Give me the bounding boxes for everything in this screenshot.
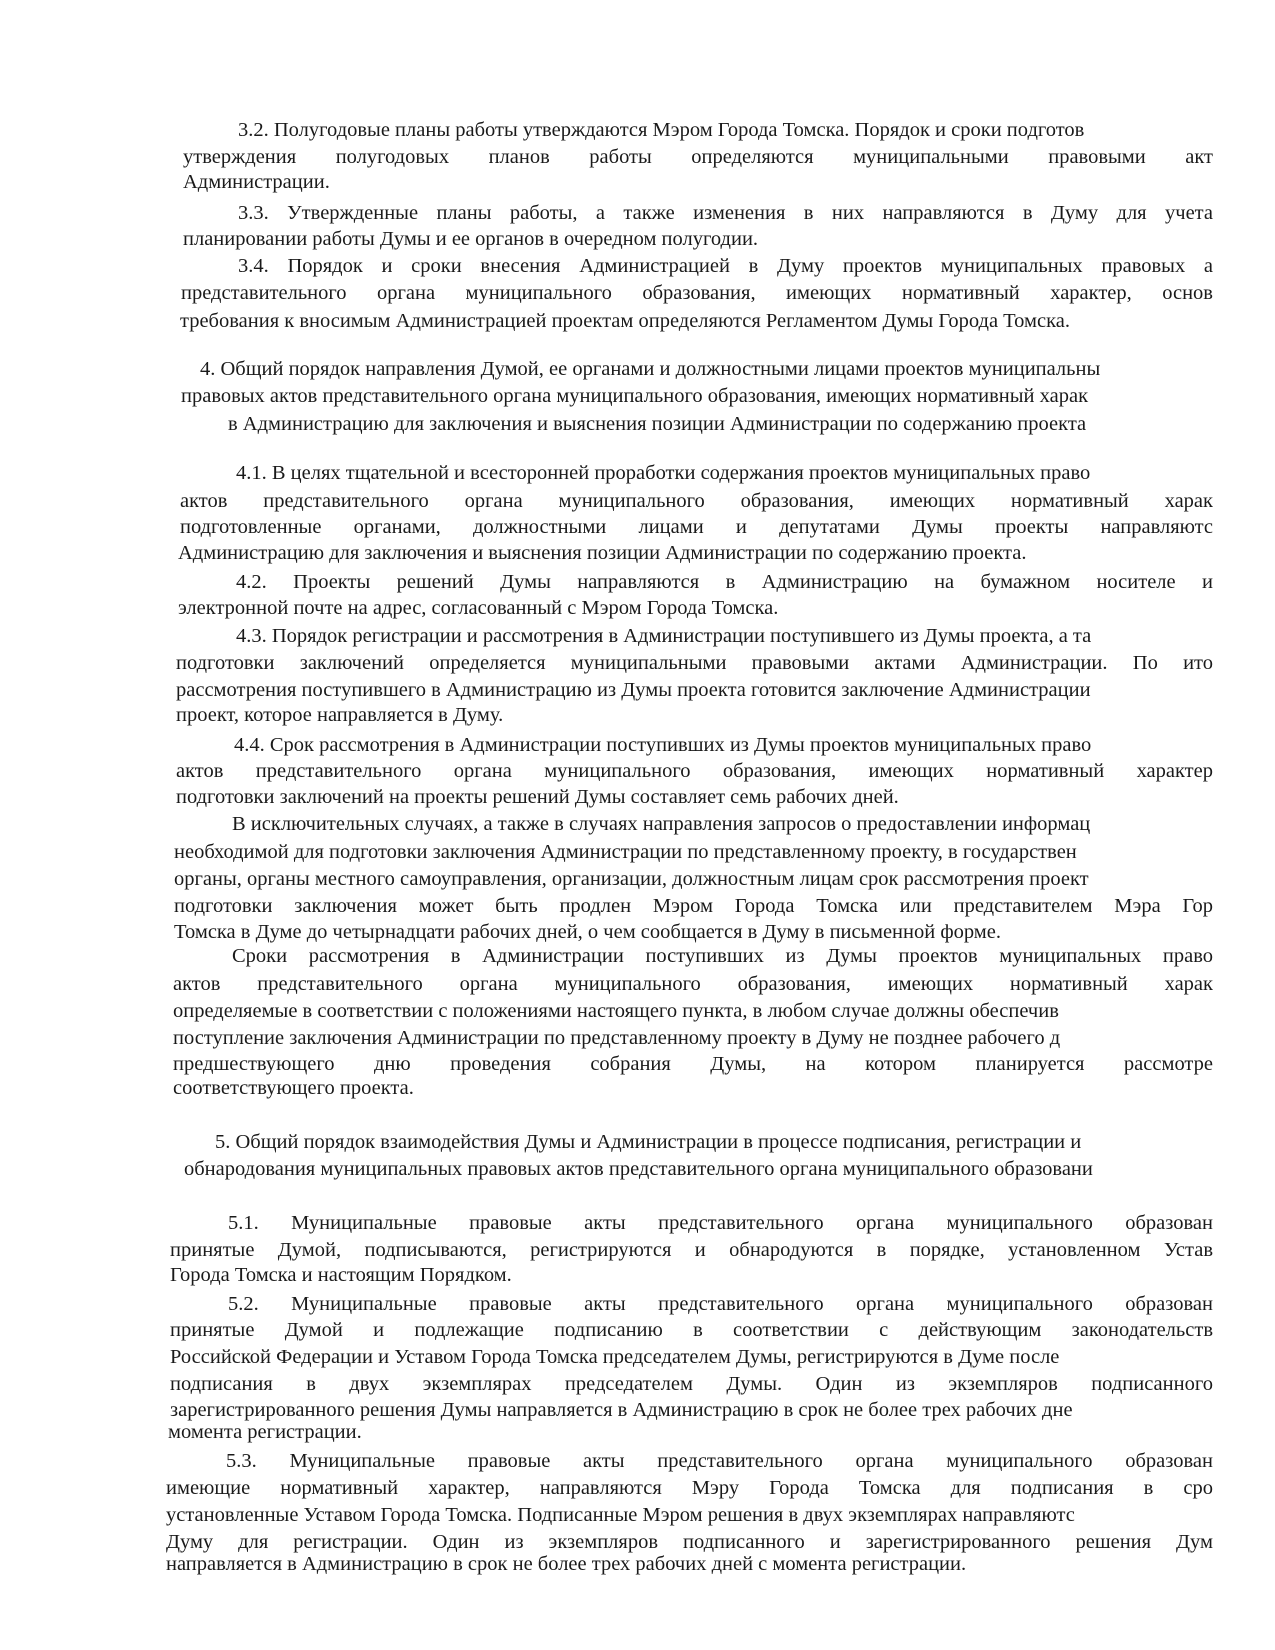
text-line: принятые Думой, подписываются, регистрируются и обнародуются в порядке, установленном Устав: [170, 1239, 1213, 1261]
text-line: подписания в двух экземплярах председателем Думы. Один из экземпляров подписанного: [170, 1373, 1213, 1395]
heading-line: 4. Общий порядок направления Думой, ее органами и должностными лицами проектов муниципальны: [200, 358, 1101, 380]
text-line: Томска в Думе до четырнадцати рабочих дней, о чем сообщается в Думу в письменной форме.: [174, 921, 1002, 943]
text-line: Администрации.: [183, 171, 330, 193]
text-line: подготовки заключений определяется муниципальными правовыми актами Администрации. По ито: [176, 652, 1213, 674]
text-line: поступление заключения Администрации по представленному проекту в Думу не позднее рабочего д: [173, 1027, 1061, 1049]
text-line: электронной почте на адрес, согласованный с Мэром Города Томска.: [178, 597, 779, 619]
text-line: 3.3. Утвержденные планы работы, а также изменения в них направляются в Думу для учета: [238, 202, 1213, 224]
text-line: 4.2. Проекты решений Думы направляются в Администрацию на бумажном носителе и: [236, 571, 1213, 593]
text-line: 3.4. Порядок и сроки внесения Администрацией в Думу проектов муниципальных правовых а: [238, 255, 1213, 277]
text-line: 5.2. Муниципальные правовые акты представительного органа муниципального образован: [228, 1293, 1213, 1315]
text-line: необходимой для подготовки заключения Администрации по представленному проекту, в государствен: [174, 841, 1077, 863]
text-line: имеющие нормативный характер, направляются Мэру Города Томска для подписания в сро: [166, 1477, 1213, 1499]
text-line: зарегистрированного решения Думы направляется в Администрацию в срок не более трех рабочих дне: [170, 1399, 1073, 1421]
text-line: 3.2. Полугодовые планы работы утверждаются Мэром Города Томска. Порядок и сроки подготов: [238, 119, 1085, 141]
text-line: представительного органа муниципального образования, имеющих нормативный характер, основ: [181, 282, 1213, 304]
text-line: Сроки рассмотрения в Администрации поступивших из Думы проектов муниципальных право: [232, 945, 1213, 967]
text-line: Города Томска и настоящим Порядком.: [170, 1264, 512, 1286]
text-line: 4.1. В целях тщательной и всесторонней проработки содержания проектов муниципальных право: [236, 462, 1091, 484]
text-line: В исключительных случаях, а также в случаях направления запросов о предоставлении информац: [232, 813, 1091, 835]
text-line: подготовки заключения может быть продлен Мэром Города Томска или представителем Мэра Гор: [174, 895, 1213, 917]
heading-line: правовых актов представительного органа муниципального образования, имеющих нормативный харак: [181, 385, 1089, 407]
text-line: момента регистрации.: [168, 1421, 362, 1443]
text-line: направляется в Администрацию в срок не более трех рабочих дней с момента регистрации.: [166, 1553, 967, 1575]
text-line: установленные Уставом Города Томска. Подписанные Мэром решения в двух экземплярах направляютс: [166, 1504, 1075, 1526]
text-line: предшествующего дню проведения собрания Думы, на котором планируется рассмотре: [173, 1053, 1213, 1075]
heading-line: обнародования муниципальных правовых актов представительного органа муниципального образовани: [184, 1158, 1093, 1180]
text-line: 4.4. Срок рассмотрения в Администрации поступивших из Думы проектов муниципальных право: [234, 734, 1092, 756]
text-line: требования к вносимым Администрацией проектам определяются Регламентом Думы Города Томска.: [180, 310, 1070, 332]
text-line: рассмотрения поступившего в Администрацию из Думы проекта готовится заключение Администрации: [176, 679, 1091, 701]
text-line: подготовки заключений на проекты решений Думы составляет семь рабочих дней.: [176, 786, 899, 808]
text-line: актов представительного органа муниципального образования, имеющих нормативный харак: [180, 490, 1213, 512]
text-line: определяемые в соответствии с положениями настоящего пункта, в любом случае должны обеспечив: [173, 1000, 1059, 1022]
text-line: 5.1. Муниципальные правовые акты представительного органа муниципального образован: [228, 1212, 1213, 1234]
text-line: Администрацию для заключения и выяснения позиции Администрации по содержанию проекта.: [178, 542, 1027, 564]
text-line: принятые Думой и подлежащие подписанию в соответствии с действующим законодательств: [170, 1319, 1213, 1341]
text-line: проект, которое направляется в Думу.: [176, 704, 504, 726]
heading-line: в Администрацию для заключения и выяснения позиции Администрации по содержанию проекта: [228, 413, 1087, 435]
text-line: органы, органы местного самоуправления, организации, должностным лицам срок рассмотрения проект: [174, 868, 1089, 890]
text-line: планировании работы Думы и ее органов в очередном полугодии.: [183, 228, 759, 250]
text-line: утверждения полугодовых планов работы определяются муниципальными правовыми акт: [183, 146, 1213, 168]
text-line: соответствующего проекта.: [173, 1077, 414, 1099]
heading-line: 5. Общий порядок взаимодействия Думы и Администрации в процессе подписания, регистрации и: [215, 1131, 1082, 1153]
text-line: актов представительного органа муниципального образования, имеющих нормативный харак: [173, 973, 1213, 995]
text-line: 4.3. Порядок регистрации и рассмотрения в Администрации поступившего из Думы проекта, а та: [236, 625, 1092, 647]
text-line: подготовленные органами, должностными лицами и депутатами Думы проекты направляютс: [180, 516, 1213, 538]
text-line: Думу для регистрации. Один из экземпляров подписанного и зарегистрированного решения Дум: [166, 1531, 1213, 1553]
text-line: 5.3. Муниципальные правовые акты представительного органа муниципального образован: [226, 1450, 1213, 1472]
text-line: Российской Федерации и Уставом Города Томска председателем Думы, регистрируются в Думе после: [170, 1346, 1060, 1368]
text-line: актов представительного органа муниципального образования, имеющих нормативный характер: [176, 760, 1213, 782]
